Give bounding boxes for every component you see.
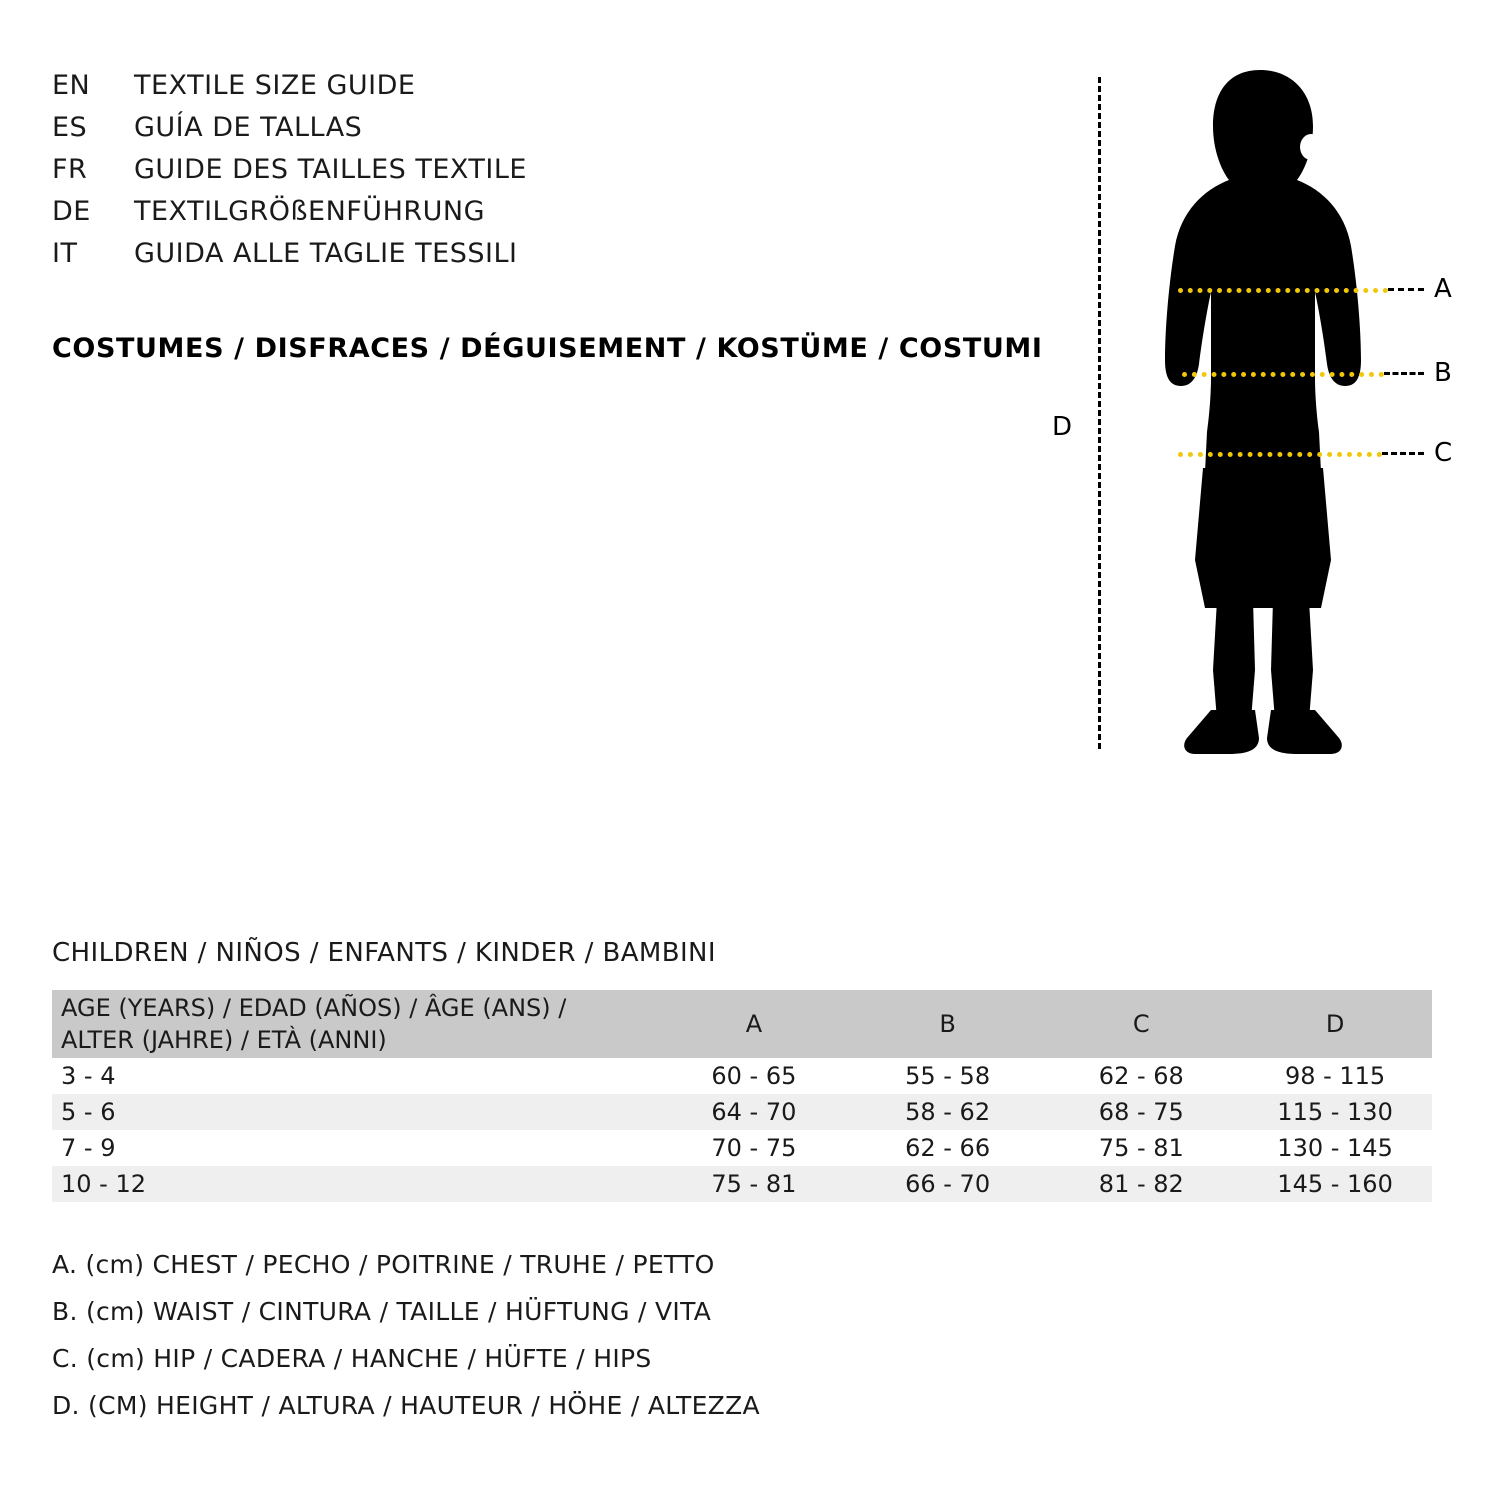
- table-header-b: B: [851, 990, 1045, 1058]
- waist-leader-line: [1384, 372, 1424, 375]
- legend-item-waist: B. (cm) WAIST / CINTURA / TAILLE / HÜFTUNG / VITA: [52, 1297, 712, 1326]
- size-table: [52, 990, 1432, 1202]
- cell-d: 115 - 130: [1238, 1094, 1432, 1130]
- language-code: EN: [52, 70, 91, 101]
- cell-age: 5 - 6: [52, 1094, 657, 1130]
- cell-d: 130 - 145: [1238, 1130, 1432, 1166]
- table-header-age: [52, 990, 657, 1058]
- table-header-age-line1: AGE (YEARS) / EDAD (AÑOS) / ÂGE (ANS) /: [61, 993, 567, 1022]
- cell-a: 75 - 81: [657, 1166, 851, 1202]
- child-silhouette-icon: [1125, 60, 1395, 760]
- table-header-a: A: [657, 990, 851, 1058]
- height-axis-line: [1098, 77, 1101, 749]
- table-header-d: D: [1238, 990, 1432, 1058]
- language-row: [52, 154, 1032, 185]
- language-row: [52, 70, 1032, 101]
- table-header-c: C: [1044, 990, 1238, 1058]
- language-code: IT: [52, 238, 78, 269]
- hip-marker-label: C: [1434, 438, 1453, 468]
- language-text: GUÍA DE TALLAS: [134, 112, 363, 143]
- table-section-title: CHILDREN / NIÑOS / ENFANTS / KINDER / BAMBINI: [52, 938, 716, 968]
- cell-c: 75 - 81: [1044, 1130, 1238, 1166]
- cell-c: 81 - 82: [1044, 1166, 1238, 1202]
- table-header-row: [52, 990, 1432, 1058]
- table-header-age-line2: ALTER (JAHRE) / ETÀ (ANNI): [61, 1026, 387, 1054]
- cell-a: 70 - 75: [657, 1130, 851, 1166]
- chest-leader-line: [1388, 288, 1424, 291]
- language-list: [52, 70, 1032, 280]
- waist-measure-line: [1182, 372, 1384, 377]
- cell-b: 62 - 66: [851, 1130, 1045, 1166]
- costumes-heading: COSTUMES / DISFRACES / DÉGUISEMENT / KOSTÜME / COSTUMI: [52, 333, 1043, 364]
- language-code: DE: [52, 196, 91, 227]
- table-body: [52, 1058, 1432, 1202]
- table-row: [52, 1130, 1432, 1166]
- table-row: [52, 1058, 1432, 1094]
- cell-c: 62 - 68: [1044, 1058, 1238, 1094]
- language-text: GUIDA ALLE TAGLIE TESSILI: [134, 238, 518, 269]
- cell-age: 3 - 4: [52, 1058, 657, 1094]
- hip-measure-line: [1178, 452, 1382, 457]
- legend-item-hip: C. (cm) HIP / CADERA / HANCHE / HÜFTE / HIPS: [52, 1344, 652, 1373]
- cell-a: 60 - 65: [657, 1058, 851, 1094]
- chest-marker-label: A: [1434, 274, 1452, 304]
- height-axis-label: D: [1052, 412, 1073, 442]
- language-text: GUIDE DES TAILLES TEXTILE: [134, 154, 527, 185]
- cell-b: 66 - 70: [851, 1166, 1045, 1202]
- measurement-figure: [1030, 60, 1460, 760]
- table-row: [52, 1166, 1432, 1202]
- table-row: [52, 1094, 1432, 1130]
- chest-measure-line: [1178, 288, 1388, 293]
- cell-d: 145 - 160: [1238, 1166, 1432, 1202]
- cell-b: 58 - 62: [851, 1094, 1045, 1130]
- language-code: ES: [52, 112, 88, 143]
- cell-c: 68 - 75: [1044, 1094, 1238, 1130]
- language-row: [52, 238, 1032, 269]
- language-text: TEXTILGRÖßENFÜHRUNG: [134, 196, 486, 227]
- cell-age: 10 - 12: [52, 1166, 657, 1202]
- language-text: TEXTILE SIZE GUIDE: [134, 70, 416, 101]
- cell-age: 7 - 9: [52, 1130, 657, 1166]
- table-header: [52, 990, 1432, 1058]
- waist-marker-label: B: [1434, 358, 1452, 388]
- language-row: [52, 196, 1032, 227]
- cell-a: 64 - 70: [657, 1094, 851, 1130]
- language-code: FR: [52, 154, 88, 185]
- legend-item-height: D. (CM) HEIGHT / ALTURA / HAUTEUR / HÖHE / ALTEZZA: [52, 1391, 760, 1420]
- cell-b: 55 - 58: [851, 1058, 1045, 1094]
- measurement-legend: [52, 1250, 952, 1438]
- hip-leader-line: [1382, 452, 1424, 455]
- language-row: [52, 112, 1032, 143]
- legend-item-chest: A. (cm) CHEST / PECHO / POITRINE / TRUHE / PETTO: [52, 1250, 715, 1279]
- cell-d: 98 - 115: [1238, 1058, 1432, 1094]
